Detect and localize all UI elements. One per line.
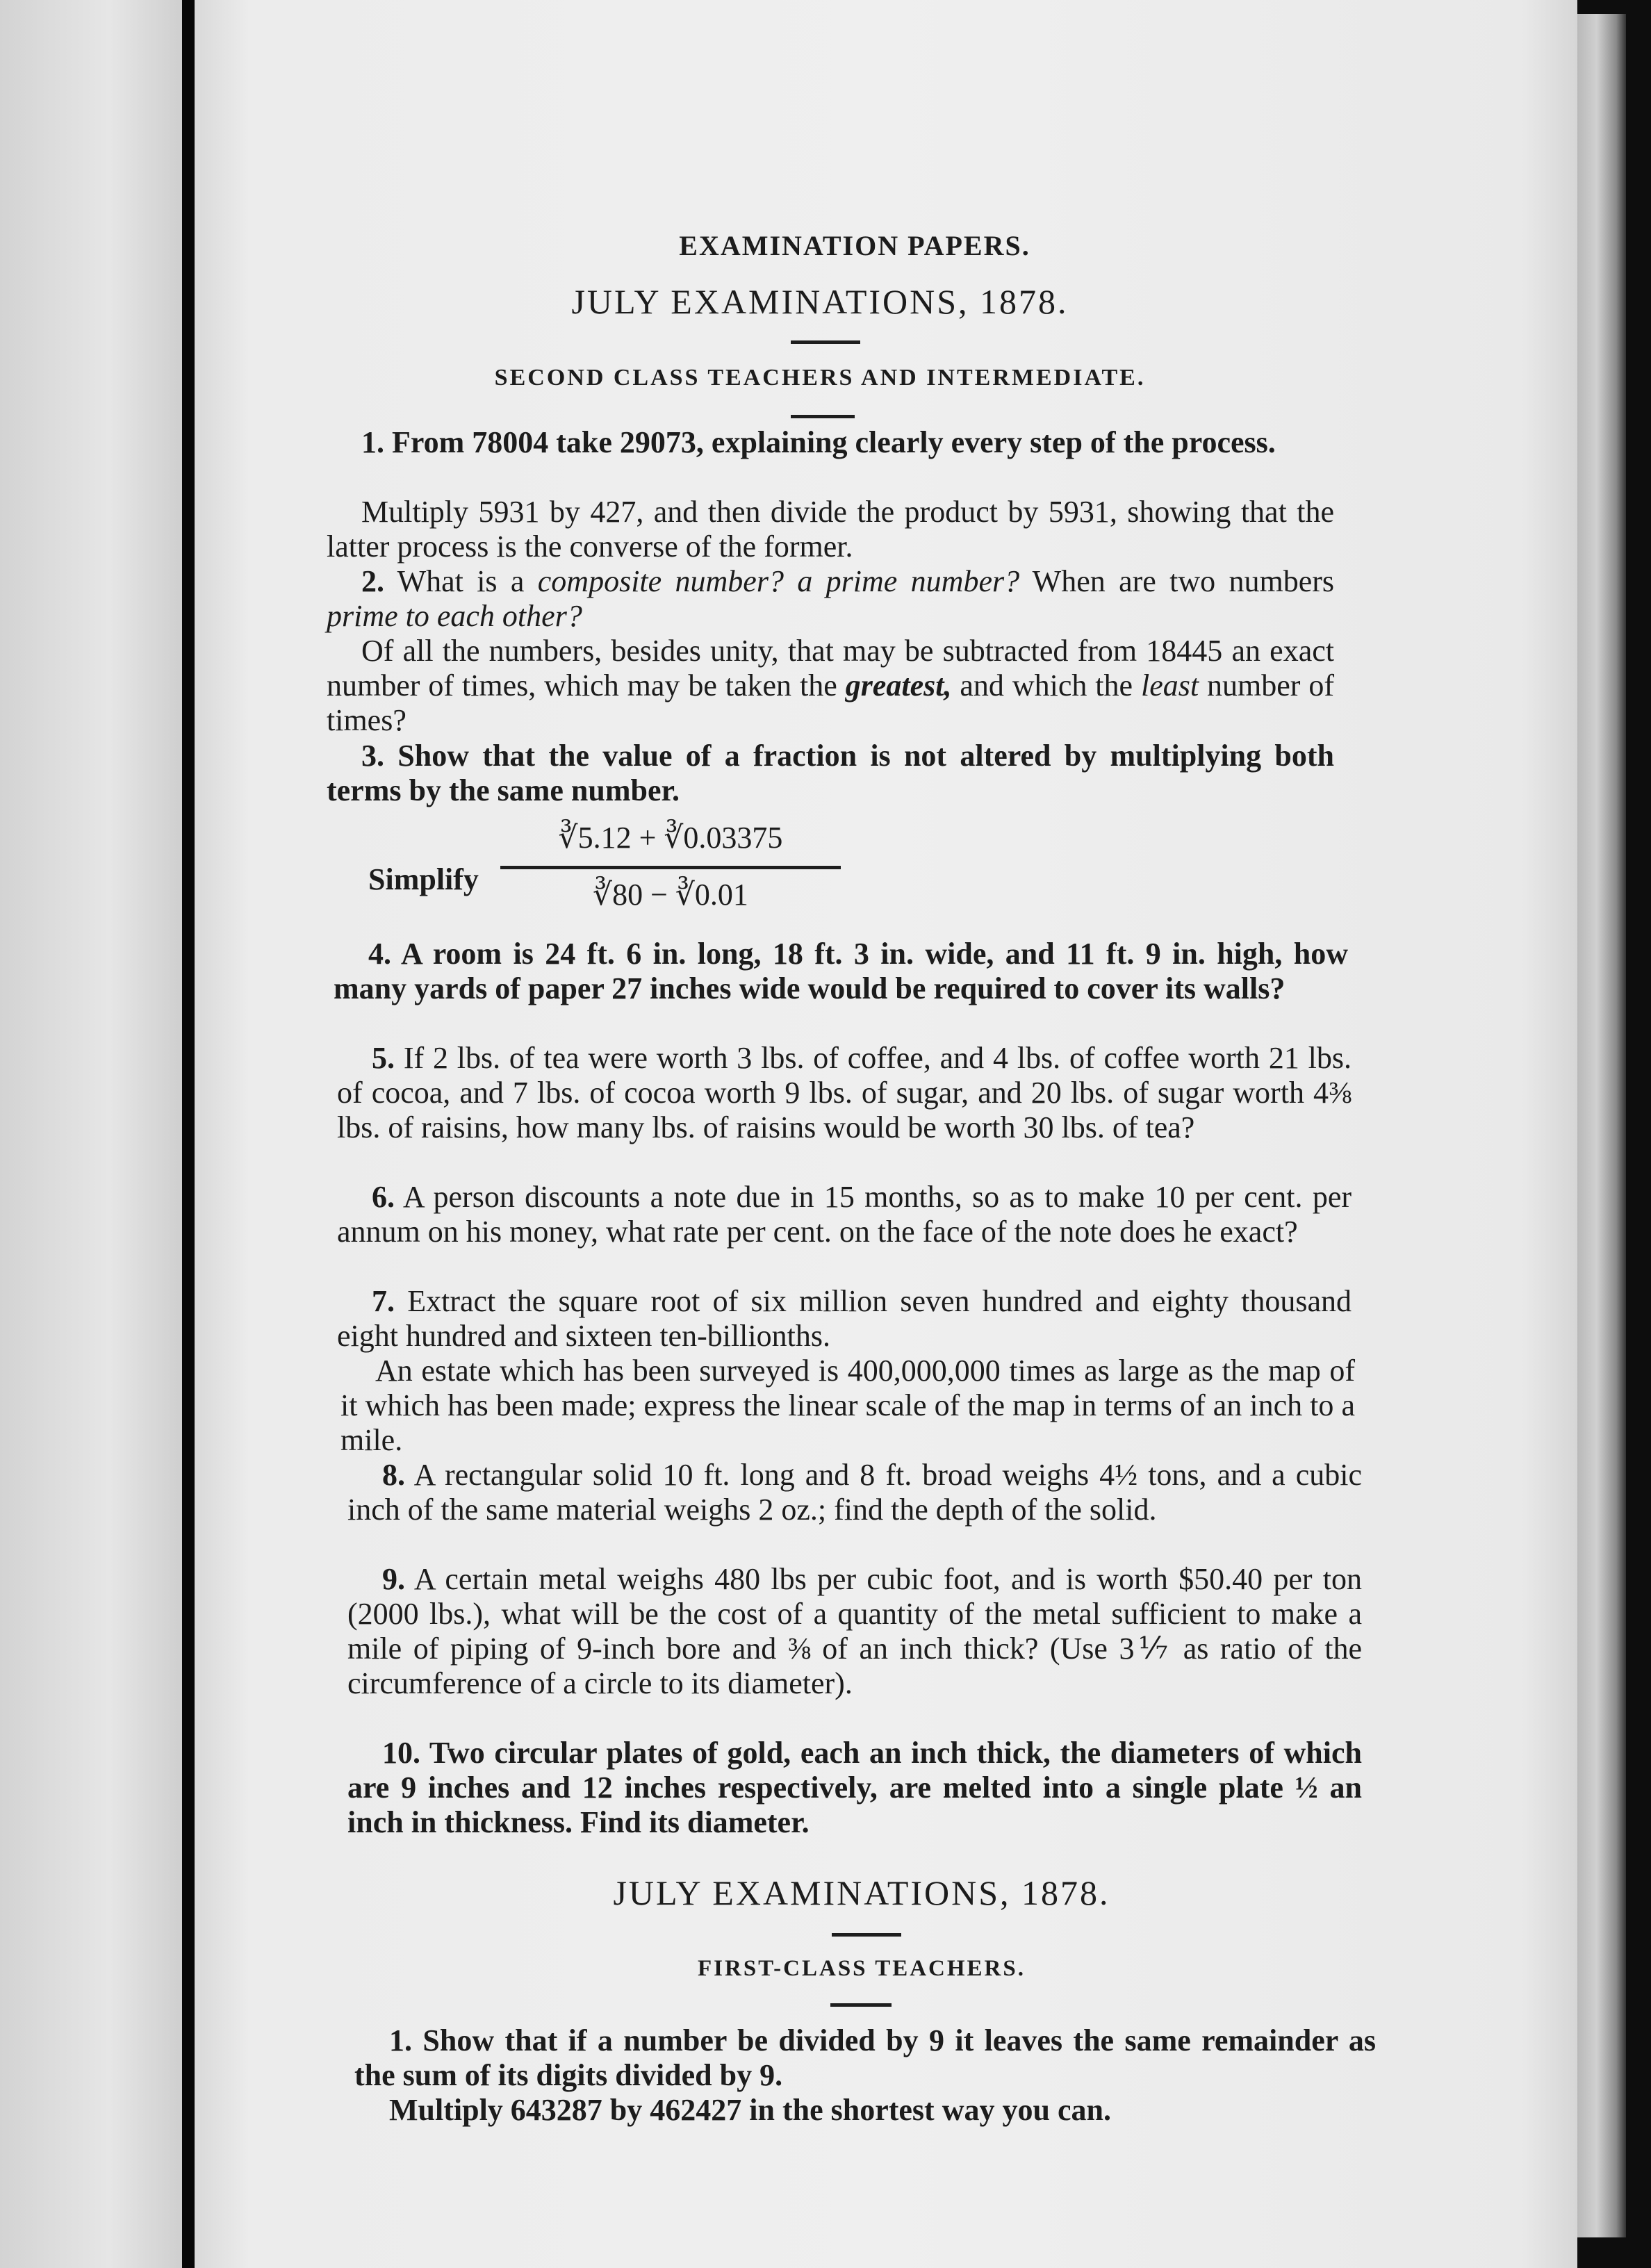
section-title: JULY EXAMINATIONS, 1878.: [613, 1873, 1110, 1912]
facing-page-edge: [0, 0, 182, 2268]
question-text: A certain metal weighs 480 lbs per cubic foot, and is worth $50.40 per ton (2000 lbs.), what will be the cost of a quantity of the metal sufficient to make a mile of piping of 9-inch bore and ⅜ of an inch thick? (Use 3⅐ as ratio of the circumference of a circle to its diameter).: [347, 1562, 1363, 1700]
question-text: Of all the numbers, besides unity, that may be subtracted from 18445 an exact number of times, which may be taken the: [327, 634, 1334, 702]
question-text: What is a: [397, 564, 525, 598]
question-6: [337, 1180, 1352, 1249]
simplify-fraction: [500, 820, 841, 924]
question-text: If 2 lbs. of tea were worth 3 lbs. of coffee, and 4 lbs. of coffee worth 21 lbs. of cocoa, and 7 lbs. of cocoa worth 9 lbs. of sugar, and 20 lbs. of sugar worth 4⅜ lbs. of raisins, how many lbs. of raisins would be worth 30 lbs. of tea?: [337, 1041, 1352, 1144]
question-number: 9.: [382, 1562, 405, 1596]
question-number: 10.: [382, 1736, 420, 1770]
question-1-part-b: Multiply 5931 by 427, and then divide the product by 5931, showing that the latter process is the converse of the former.: [327, 495, 1334, 564]
question-4: [334, 937, 1348, 1006]
question-text: When are two numbers: [1032, 564, 1335, 598]
question-number: 4.: [368, 937, 391, 971]
question-number: 1.: [389, 2023, 412, 2057]
question-10: [347, 1736, 1362, 1840]
question-number: 3.: [361, 739, 384, 773]
question-text: number of times?: [327, 668, 1335, 737]
question-text: Show that the value of a fraction is not altered by multiplying both terms by the same number.: [327, 739, 1334, 807]
question-number: 1.: [361, 425, 384, 459]
question-text: Show that if a number be divided by 9 it leaves the same remainder as the sum of its digits divided by 9.: [354, 2023, 1376, 2092]
fraction-numerator: ∛5.12 + ∛0.03375: [558, 821, 783, 855]
question-text: From 78004 take 29073, explaining clearly every step of the process.: [392, 425, 1276, 459]
italic-term: least: [1141, 668, 1199, 702]
question-number: 6.: [372, 1180, 395, 1214]
fraction-bar: [500, 866, 841, 869]
question-9: [347, 1562, 1362, 1701]
book-gutter: [182, 0, 195, 2268]
running-head: EXAMINATION PAPERS.: [679, 230, 1030, 261]
italic-term: composite number?: [537, 564, 784, 598]
italic-term: prime to each other?: [327, 599, 582, 633]
question-2-part-b: [327, 634, 1334, 738]
question-7-part-b: An estate which has been surveyed is 400,000,000 times as large as the map of it which has been made; express the linear scale of the map in terms of an inch to a mile.: [340, 1354, 1355, 1457]
question-number: 8.: [382, 1458, 405, 1492]
section-subtitle: SECOND CLASS TEACHERS AND INTERMEDIATE.: [494, 365, 1146, 391]
italic-term: a prime number?: [797, 564, 1020, 598]
question-7: [337, 1284, 1352, 1354]
fraction-denominator: ∛80 − ∛0.01: [593, 878, 748, 912]
question-text: Two circular plates of gold, each an inch thick, the diameters of which are 9 inches and 12 inches respectively, are melted into a single plate ½ an inch in thickness. Find its diameter.: [347, 1736, 1362, 1839]
question-text: A room is 24 ft. 6 in. long, 18 ft. 3 in. wide, and 11 ft. 9 in. high, how many yards of paper 27 inches wide would be required to cover its walls?: [334, 937, 1349, 1005]
question-text: and which the: [960, 668, 1133, 702]
question-1: [354, 2023, 1376, 2093]
italic-term: greatest,: [845, 668, 952, 702]
question-text: A rectangular solid 10 ft. long and 8 ft. broad weighs 4½ tons, and a cubic inch of the same material weighs 2 oz.; find the depth of the solid.: [347, 1458, 1362, 1527]
question-2: [327, 564, 1334, 634]
question-text: A person discounts a note due in 15 months, so as to make 10 per cent. per annum on his money, what rate per cent. on the face of the note does he exact?: [337, 1180, 1352, 1249]
question-number: 2.: [361, 564, 384, 598]
question-1-part-b: Multiply 643287 by 462427 in the shortest way you can.: [389, 2093, 1111, 2127]
question-text: Extract the square root of six million seven hundred and eighty thousand eight hundred and sixteen ten-billionths.: [337, 1284, 1352, 1353]
question-number: 5.: [372, 1041, 395, 1075]
simplify-label: Simplify: [368, 862, 479, 896]
divider-rule: [791, 340, 860, 344]
section-subtitle: FIRST-CLASS TEACHERS.: [698, 1956, 1026, 1981]
section-title: JULY EXAMINATIONS, 1878.: [571, 282, 1069, 321]
question-number: 7.: [372, 1284, 395, 1318]
divider-rule: [830, 2003, 892, 2007]
question-3: [327, 739, 1334, 808]
question-5: [337, 1041, 1352, 1145]
divider-rule: [791, 415, 855, 418]
divider-rule: [832, 1933, 901, 1937]
question-1: [327, 425, 1334, 460]
page-stack-edge: [1577, 14, 1626, 2237]
question-8: [347, 1458, 1362, 1527]
